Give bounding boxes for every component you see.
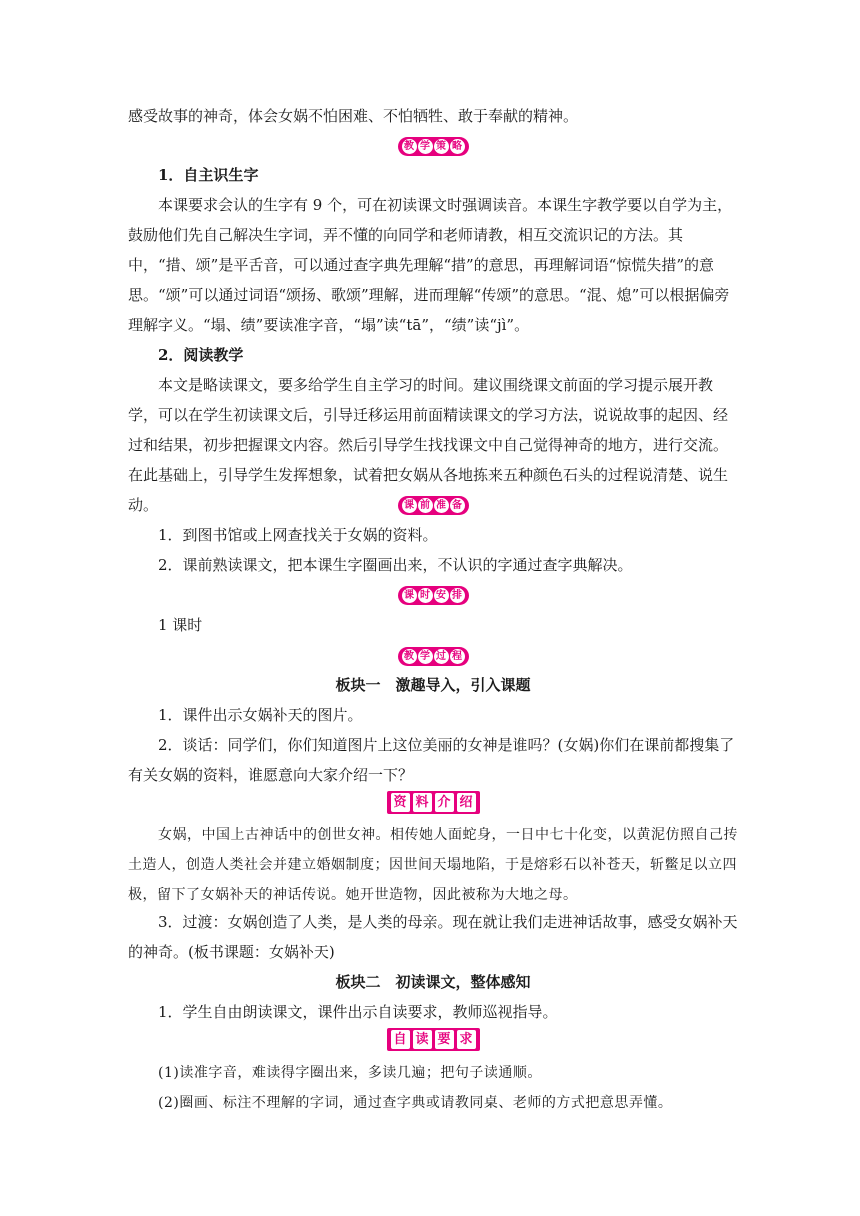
material-text: 女娲，中国上古神话中的创世女神。相传她人面蛇身，一日中七十化变，以黄泥仿照自己抟土造人，创造人类社会并建立婚姻制度；因世间天塌地陷，于是熔彩石以补苍天，斩鳖足以立四极，留下了女娲补天的神话传说。她开世造物，因此被称为大地之母。: [128, 827, 738, 903]
schedule-text: 1 课时: [158, 616, 203, 634]
badge-pill: 课 前 准 备: [398, 496, 469, 515]
block-2-item-1: 1．学生自由朗读课文，课件出示自读要求，教师巡视指导。: [158, 1003, 558, 1021]
section-badge-preparation: [128, 493, 738, 515]
intro-line: 感受故事的神奇，体会女娲不怕困难、不怕牺牲、敢于奉献的精神。: [128, 107, 579, 125]
badge-pill: 课 时 安 排: [398, 586, 469, 605]
prep-item-1: 1．到图书馆或上网查找关于女娲的资料。: [158, 526, 438, 544]
section-badge-self-read: [128, 1028, 738, 1051]
badge-pill: 资 料 介 绍: [387, 791, 480, 814]
block-1-item-3: 3．过渡：女娲创造了人类，是人类的母亲。现在就让我们走进神话故事，感受女娲补天的神奇。(板书课题：女娲补天): [128, 913, 738, 961]
section-badge-teaching-strategy: [128, 134, 738, 156]
block-1-item-1: 1．课件出示女娲补天的图片。: [158, 706, 363, 724]
badge-pill: 教 学 过 程: [398, 647, 469, 666]
block-1-item-2: 2．谈话：同学们，你们知道图片上这位美丽的女神是谁吗？(女娲)你们在课前都搜集了有关女娲的资料，谁愿意向大家介绍一下？: [128, 736, 735, 784]
section-badge-process: [128, 644, 738, 666]
section-badge-material: [128, 791, 738, 814]
strategy-heading-2: 2．阅读教学: [158, 346, 244, 364]
strategy-paragraph-1: 本课要求会认的生字有 9 个，可在初读课文时强调读音。本课生字教学要以自学为主，鼓励他们先自己解决生字词，弄不懂的向同学和老师请教，相互交流识记的方法。其中，“措、颂”是平舌音，可以通过查字典先理解“措”的意思，再理解词语“惊慌失措”的意思。“颂”可以通过词语“颂扬、歌颂”理解，进而理解“传颂”的意思。“混、熄”可以根据偏旁理解字义。“塌、绩”要读准字音，“塌”读“tā”，“绩”读“jì”。: [128, 196, 733, 334]
strategy-paragraph-2: 本文是略读课文，要多给学生自主学习的时间。建议围绕课文前面的学习提示展开教学，可以在学生初读课文后，引导迁移运用前面精读课文的学习方法，说说故事的起因、经过和结果，初步把握课文内容。然后引导学生找找课文中自己觉得神奇的地方，进行交流。在此基础上，引导学生发挥想象，试着把女娲从各地拣来五种颜色石头的过程说清楚、说生动。: [128, 376, 729, 514]
strategy-heading-1: 1．自主识生字: [158, 166, 259, 184]
self-read-requirement-2: (2)圈画、标注不理解的字词，通过查字典或请教同桌、老师的方式把意思弄懂。: [158, 1095, 673, 1111]
section-badge-schedule: [128, 583, 738, 605]
block-2-title: 板块二 初读课文，整体感知: [335, 973, 531, 991]
badge-pill: 教 学 策 略: [398, 137, 469, 156]
block-1-title: 板块一 激趣导入，引入课题: [335, 676, 531, 694]
prep-item-2: 2．课前熟读课文，把本课生字圈画出来，不认识的字通过查字典解决。: [158, 556, 633, 574]
self-read-requirement-1: (1)读准字音，难读得字圈出来，多读几遍；把句子读通顺。: [158, 1065, 542, 1081]
badge-pill: 自 读 要 求: [387, 1028, 480, 1051]
